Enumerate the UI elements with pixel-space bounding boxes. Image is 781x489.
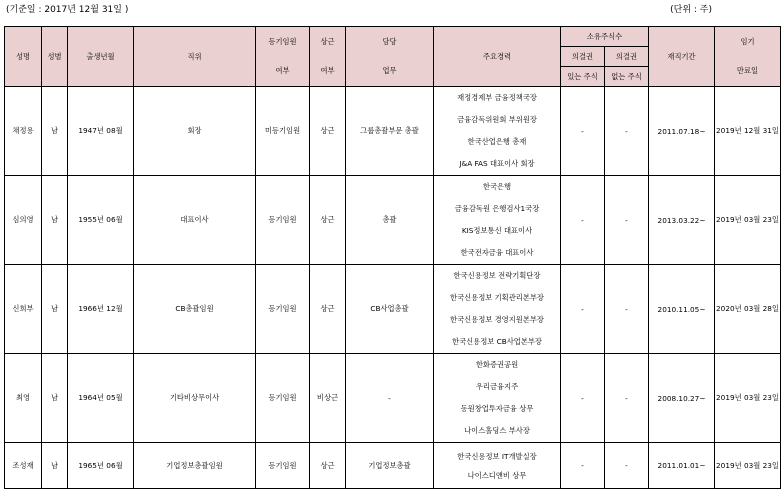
cell-shares-voting: - [561, 265, 605, 354]
cell-gender: 남 [42, 176, 68, 265]
table-row [5, 87, 781, 176]
career-line: 한국신용정보 경영지원본부장 [450, 315, 544, 324]
col-header-shares-voting-top: 의결권 [561, 47, 605, 67]
cell-duty: 그룹총괄부문 총괄 [346, 87, 434, 176]
career-line: 금융감독원 은행검사1국장 [454, 204, 540, 213]
cell-career [434, 87, 561, 176]
career-line: 금융감독위원회 부위원장 [457, 115, 537, 124]
unit-label: (단위 : 주) [670, 5, 712, 15]
cell-birth: 1947년 08월 [68, 87, 134, 176]
cell-career [434, 443, 561, 489]
cell-tenure: 2008.10.27~ [649, 354, 715, 443]
cell-gender: 남 [42, 443, 68, 489]
cell-tenure: 2011.01.01~ [649, 443, 715, 489]
cell-position: 기타비상무이사 [134, 354, 256, 443]
col-header-gender: 성별 [42, 27, 68, 87]
cell-position: 기업정보총괄임원 [134, 443, 256, 489]
col-header-name: 성명 [5, 27, 42, 87]
career-line: 한국산업은행 총재 [467, 137, 527, 146]
cell-shares-nonvoting: - [605, 354, 649, 443]
career-line: 동원창업투자금융 상무 [460, 404, 534, 413]
table-row [5, 176, 781, 265]
report-header [0, 0, 720, 20]
col-header-term-bottom: 만료일 [736, 66, 759, 76]
cell-term-end: 2019년 03월 23일 [715, 354, 781, 443]
col-header-fulltime-top: 상근 [320, 36, 335, 46]
cell-shares-voting: - [561, 176, 605, 265]
career-line: 나이스홀딩스 부사장 [464, 426, 530, 435]
cell-tenure: 2010.11.05~ [649, 265, 715, 354]
cell-registered: 등기임원 [256, 354, 310, 443]
col-header-duty-top: 담당 [382, 36, 397, 46]
cell-fulltime: 상근 [310, 176, 346, 265]
table-row [5, 265, 781, 354]
cell-name: 신희부 [5, 265, 42, 354]
career-line: J&A FAS 대표이사 회장 [459, 159, 535, 168]
cell-name: 심의영 [5, 176, 42, 265]
cell-tenure: 2011.07.18~ [649, 87, 715, 176]
career-line: KIS정보통신 대표이사 [461, 226, 533, 235]
cell-birth: 1955년 06월 [68, 176, 134, 265]
col-header-fulltime-bottom: 여부 [320, 66, 335, 76]
cell-registered: 등기임원 [256, 176, 310, 265]
career-line: 한국신용정보 CB사업본부장 [452, 337, 542, 346]
cell-fulltime: 상근 [310, 443, 346, 489]
cell-shares-voting: - [561, 87, 605, 176]
cell-fulltime: 상근 [310, 265, 346, 354]
cell-term-end: 2020년 03월 28일 [715, 265, 781, 354]
cell-registered: 등기임원 [256, 443, 310, 489]
col-header-birth: 출생년월 [68, 27, 134, 87]
col-header-career: 주요경력 [434, 27, 561, 87]
table-row [5, 354, 781, 443]
col-header-shares: 소유주식수 [561, 27, 649, 47]
cell-birth: 1964년 05월 [68, 354, 134, 443]
col-header-position: 직위 [134, 27, 256, 87]
col-header-shares-nonvoting-top: 의결권 [605, 47, 649, 67]
col-header-fulltime [310, 27, 346, 87]
career-line: 한국신용정보 IT개발실장 [457, 451, 537, 461]
cell-gender: 남 [42, 354, 68, 443]
cell-birth: 1966년 12월 [68, 265, 134, 354]
cell-shares-nonvoting: - [605, 176, 649, 265]
cell-fulltime: 상근 [310, 87, 346, 176]
col-header-tenure: 재직기간 [649, 27, 715, 87]
col-header-registered-top: 등기임원 [268, 36, 297, 46]
career-line: 한국신용정보 전략기획단장 [453, 271, 541, 280]
executives-table [4, 26, 781, 489]
col-header-shares-nonvoting-bottom: 없는 주식 [605, 67, 649, 87]
cell-name: 조성재 [5, 443, 42, 489]
cell-career [434, 265, 561, 354]
cell-career [434, 354, 561, 443]
career-line: 재정경제부 금융정책국장 [457, 93, 537, 102]
career-line: 한국은행 [482, 182, 512, 191]
cell-duty: CB사업총괄 [346, 265, 434, 354]
cell-registered: 미등기임원 [256, 87, 310, 176]
cell-shares-nonvoting: - [605, 443, 649, 489]
col-header-registered [256, 27, 310, 87]
cell-position: 대표이사 [134, 176, 256, 265]
col-header-term [715, 27, 781, 87]
career-line: 나이스디앤비 상무 [467, 470, 527, 480]
cell-shares-voting: - [561, 443, 605, 489]
career-line: 한국전자금융 대표이사 [460, 248, 534, 257]
col-header-registered-bottom: 여부 [275, 66, 290, 76]
cell-shares-nonvoting: - [605, 87, 649, 176]
cell-duty: 총괄 [346, 176, 434, 265]
career-line: 우리금융지주 [475, 382, 519, 391]
cell-name: 최영 [5, 354, 42, 443]
cell-shares-nonvoting: - [605, 265, 649, 354]
cell-registered: 등기임원 [256, 265, 310, 354]
cell-position: CB총괄임원 [134, 265, 256, 354]
cell-term-end: 2019년 03월 23일 [715, 443, 781, 489]
base-date: (기준일 : 2017년 12월 31일 ) [6, 5, 129, 15]
cell-fulltime: 비상근 [310, 354, 346, 443]
col-header-duty [346, 27, 434, 87]
cell-career [434, 176, 561, 265]
cell-tenure: 2013.03.22~ [649, 176, 715, 265]
cell-duty: - [346, 354, 434, 443]
cell-shares-voting: - [561, 354, 605, 443]
career-line: 한국신용정보 기획관리본부장 [450, 293, 544, 302]
col-header-shares-voting-bottom: 있는 주식 [561, 67, 605, 87]
cell-duty: 기업정보총괄 [346, 443, 434, 489]
cell-term-end: 2019년 12월 31일 [715, 87, 781, 176]
cell-position: 회장 [134, 87, 256, 176]
cell-gender: 남 [42, 87, 68, 176]
cell-name: 채정용 [5, 87, 42, 176]
col-header-term-top: 임기 [740, 36, 755, 46]
col-header-duty-bottom: 업무 [382, 66, 397, 76]
career-line: 한화증권공원 [475, 360, 519, 369]
table-row [5, 443, 781, 489]
cell-term-end: 2019년 03월 23일 [715, 176, 781, 265]
cell-gender: 남 [42, 265, 68, 354]
cell-birth: 1965년 06월 [68, 443, 134, 489]
